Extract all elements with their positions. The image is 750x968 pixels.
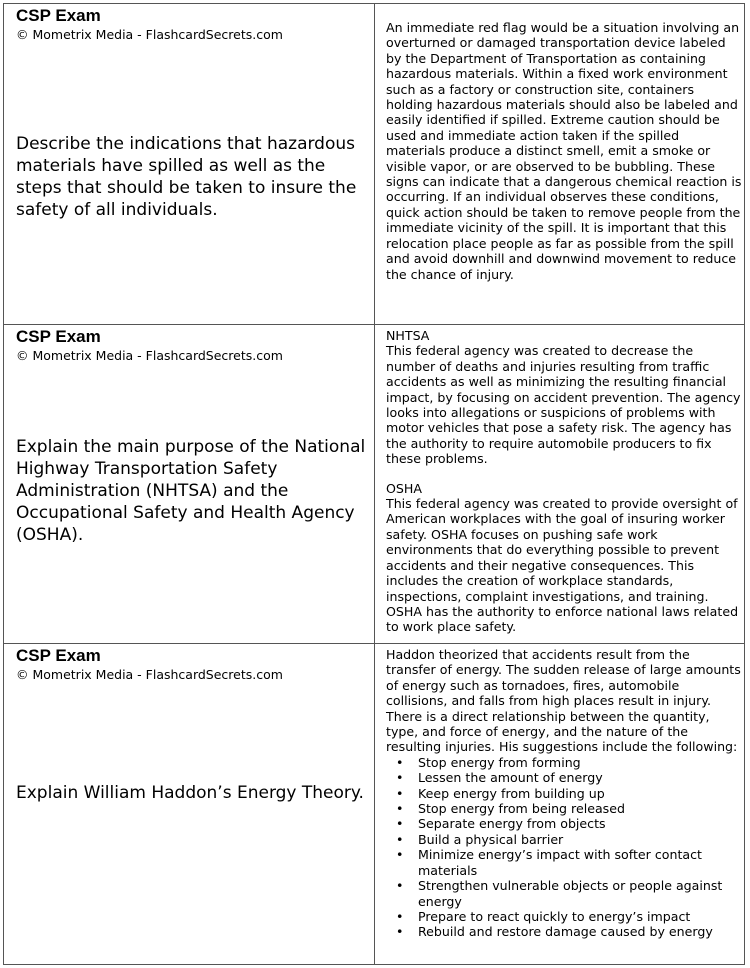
answer-text: An immediate red flag would be a situation involving an overturned or damaged transportation device labeled by the Department of Transportation as containing hazardous materials. Within a fixed work environment such as a factory or construction site, containers holding hazardous materials should also be labeled and easily identified if spilled. Extreme caution should be used and immediate action taken if the spilled materials produce a distinct smell, emit a smoke or visible vapor, or are observed to be bubbling. These signs can indicate that a dangerous chemical reaction is occurring. If an individual observes these conditions, quick action should be taken to remove people from the immediate vicinity of the spill. It is important that this relocation place people as far as possible from the spill and avoid downhill and downwind movement to reduce the chance of injury. bbox=[386, 20, 742, 282]
list-item: • Keep energy from building up bbox=[386, 786, 742, 801]
card-divider bbox=[374, 644, 375, 964]
flashcard-3 bbox=[3, 643, 745, 965]
copyright-line: © Mometrix Media - FlashcardSecrets.com bbox=[16, 667, 283, 682]
exam-title: CSP Exam bbox=[16, 646, 101, 665]
card-divider bbox=[374, 4, 375, 324]
list-item: • Stop energy from forming bbox=[386, 755, 742, 770]
card-front bbox=[16, 646, 366, 964]
exam-title: CSP Exam bbox=[16, 327, 101, 346]
card-front bbox=[16, 6, 366, 324]
card-front bbox=[16, 327, 366, 643]
card-divider bbox=[374, 325, 375, 643]
exam-title: CSP Exam bbox=[16, 6, 101, 25]
card-back bbox=[386, 328, 742, 635]
question-text: Explain William Haddon’s Energy Theory. bbox=[16, 783, 364, 803]
nhtsa-heading: NHTSA bbox=[386, 328, 430, 343]
copyright-line: © Mometrix Media - FlashcardSecrets.com bbox=[16, 27, 283, 42]
flashcard-sheet bbox=[3, 3, 745, 965]
list-item: • Prepare to react quickly to energy’s impact bbox=[386, 909, 742, 924]
suggestion-list bbox=[386, 755, 742, 940]
list-item: • Separate energy from objects bbox=[386, 816, 742, 831]
list-item: • Rebuild and restore damage caused by energy bbox=[386, 924, 742, 939]
list-item: • Stop energy from being released bbox=[386, 801, 742, 816]
list-item: • Minimize energy’s impact with softer contact materials bbox=[386, 847, 742, 878]
list-item: • Strengthen vulnerable objects or people against energy bbox=[386, 878, 742, 909]
list-item: • Build a physical barrier bbox=[386, 832, 742, 847]
copyright-line: © Mometrix Media - FlashcardSecrets.com bbox=[16, 348, 283, 363]
nhtsa-text: This federal agency was created to decrease the number of deaths and injuries resulting from traffic accidents as well as minimizing the resulting financial impact, by focusing on accident prevention. The agency looks into allegations or suspicions of problems with motor vehicles that pose a safety risk. The agency has the authority to require automobile producers to fix these problems. bbox=[386, 343, 741, 467]
card-back bbox=[386, 20, 742, 282]
question-text: Explain the main purpose of the National Highway Transportation Safety Administration (NHTSA) and the Occupational Safety and Health Agency (OSHA). bbox=[16, 437, 366, 545]
flashcard-2 bbox=[3, 324, 745, 644]
flashcard-1 bbox=[3, 3, 745, 325]
question-text: Describe the indications that hazardous materials have spilled as well as the steps that should be taken to insure the safety of all individuals. bbox=[16, 134, 357, 220]
osha-heading: OSHA bbox=[386, 480, 422, 496]
card-back bbox=[386, 647, 742, 940]
answer-intro: Haddon theorized that accidents result from the transfer of energy. The sudden release of large amounts of energy such as tornadoes, fires, automobile collisions, and falls from high places result in injury. There is a direct relationship between the quantity, type, and force of energy, and the nature of the resulting injuries. His suggestions include the following: bbox=[386, 647, 741, 755]
list-item: • Lessen the amount of energy bbox=[386, 770, 742, 785]
osha-text: This federal agency was created to provide oversight of American workplaces with the goal of insuring worker safety. OSHA focuses on pushing safe work environments that do everything possible to prevent accidents and their negative consequences. This includes the creation of workplace standards, inspections, complaint investigations, and training. OSHA has the authority to enforce national laws related to work place safety. bbox=[386, 496, 739, 635]
